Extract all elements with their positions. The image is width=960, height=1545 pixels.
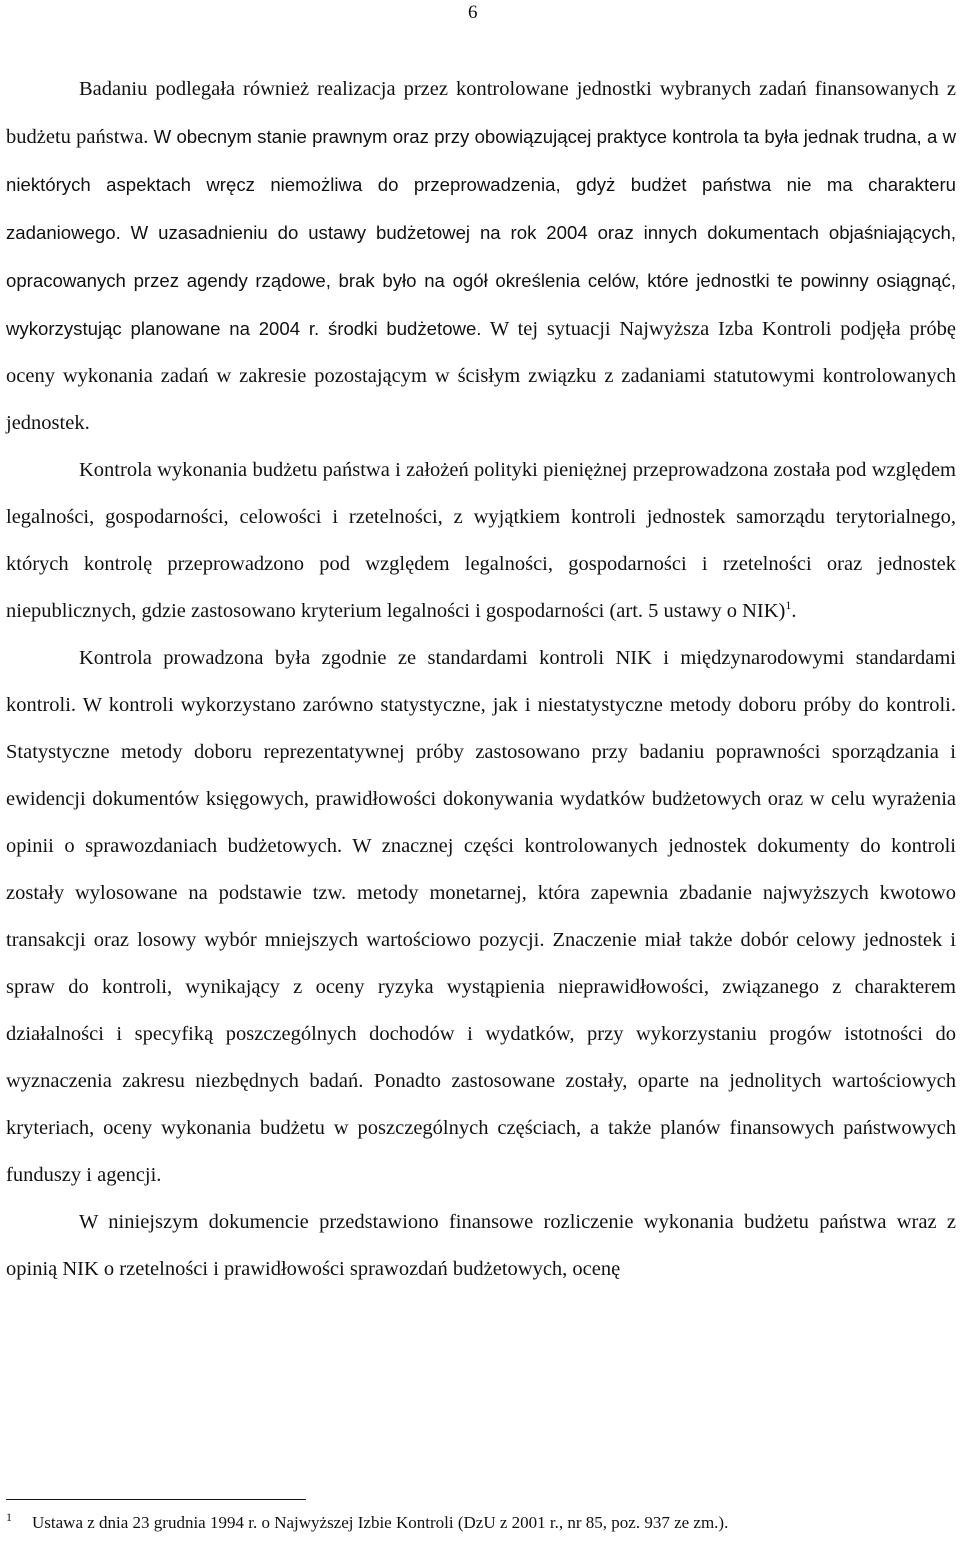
- paragraph-2-text: Kontrola wykonania budżetu państwa i założeń polityki pieniężnej przeprowadzona została pod względem legalności, gospodarności, celowości i rzetelności, z wyjątkiem kontroli jednostek samorządu terytorialnego, których kontrolę przeprowadzono pod względem legalności, gospodarności i rzetelności oraz jednostek niepublicznych, gdzie zastosowano kryterium legalności i gospodarności (art. 5 ustawy o NIK): [6, 459, 956, 622]
- paragraph-4: [6, 1199, 956, 1293]
- paragraph-2: [6, 447, 956, 635]
- document-body: [6, 66, 956, 1293]
- paragraph-3-text: Kontrola prowadzona była zgodnie ze standardami kontroli NIK i międzynarodowymi standardami kontroli. W kontroli wykorzystano zarówno statystyczne, jak i niestatystyczne metody doboru próby do kontroli. Statystyczne metody doboru reprezentatywnej próby zastosowano przy badaniu poprawności sporządzania i ewidencji dokumentów księgowych, prawidłowości dokonywania wydatków budżetowych oraz w celu wyrażenia opinii o sprawozdaniach budżetowych. W znacznej części kontrolowanych jednostek dokumenty do kontroli zostały wylosowane na podstawie tzw. metody monetarnej, która zapewnia zbadanie najwyższych kwotowo transakcji oraz losowy wybór mniejszych wartościowo pozycji. Znaczenie miał także dobór celowy jednostek i spraw do kontroli, wynikający z oceny ryzyka wystąpienia nieprawidłowości, związanego z charakterem działalności i specyfiką poszczególnych dochodów i wydatków, przy wykorzystaniu progów istotności do wyznaczenia zakresu niezbędnych badań. Ponadto zastosowane zostały, oparte na jednolitych wartościowych kryteriach, oceny wykonania budżetu w poszczególnych częściach, a także planów finansowych państwowych funduszy i agencji.: [6, 647, 956, 1186]
- footnote-separator: [6, 1499, 306, 1500]
- paragraph-1-sans-passage: W obecnym stanie prawnym oraz przy obowiązującej praktyce kontrola ta była jednak trudna, a w niektórych aspektach wręcz niemożliwa do przeprowadzenia, gdyż budżet państwa nie ma charakteru zadaniowego. W uzasadnieniu do ustawy budżetowej na rok 2004 oraz innych dokumentach objaśniających, opracowanych przez agendy rządowe, brak było na ogół określenia celów, które jednostki te powinny osiągnąć, wykorzystując planowane na 2004 r. środki budżetowe.: [6, 126, 956, 339]
- footnote-text: Ustawa z dnia 23 grudnia 1994 r. o Najwyższej Izbie Kontroli (DzU z 2001 r., nr 85, poz. 937 ze zm.).: [32, 1513, 729, 1532]
- footnote-reference: 1: [785, 598, 792, 613]
- paragraph-1-intro: Badaniu podlegała również realizacja przez kontrolowane jednostki wybranych zadań finansowanych z budżetu państwa.: [6, 78, 956, 148]
- footnote: 1 Ustawa z dnia 23 grudnia 1994 r. o Najwyższej Izbie Kontroli (DzU z 2001 r., nr 85, poz. 937 ze zm.).: [6, 1510, 729, 1532]
- paragraph-1: [6, 66, 956, 447]
- paragraph-4-text: W niniejszym dokumencie przedstawiono finansowe rozliczenie wykonania budżetu państwa wraz z opinią NIK o rzetelności i prawidłowości sprawozdań budżetowych, ocenę: [6, 1211, 956, 1280]
- page-number: 6: [468, 2, 478, 23]
- paragraph-1-conclusion: W tej sytuacji Najwyższa Izba Kontroli podjęła próbę oceny wykonania zadań w zakresie pozostającym w ścisłym związku z zadaniami statutowymi kontrolowanych jednostek.: [6, 318, 957, 434]
- paragraph-2-end: .: [791, 600, 797, 622]
- paragraph-3: [6, 635, 956, 1199]
